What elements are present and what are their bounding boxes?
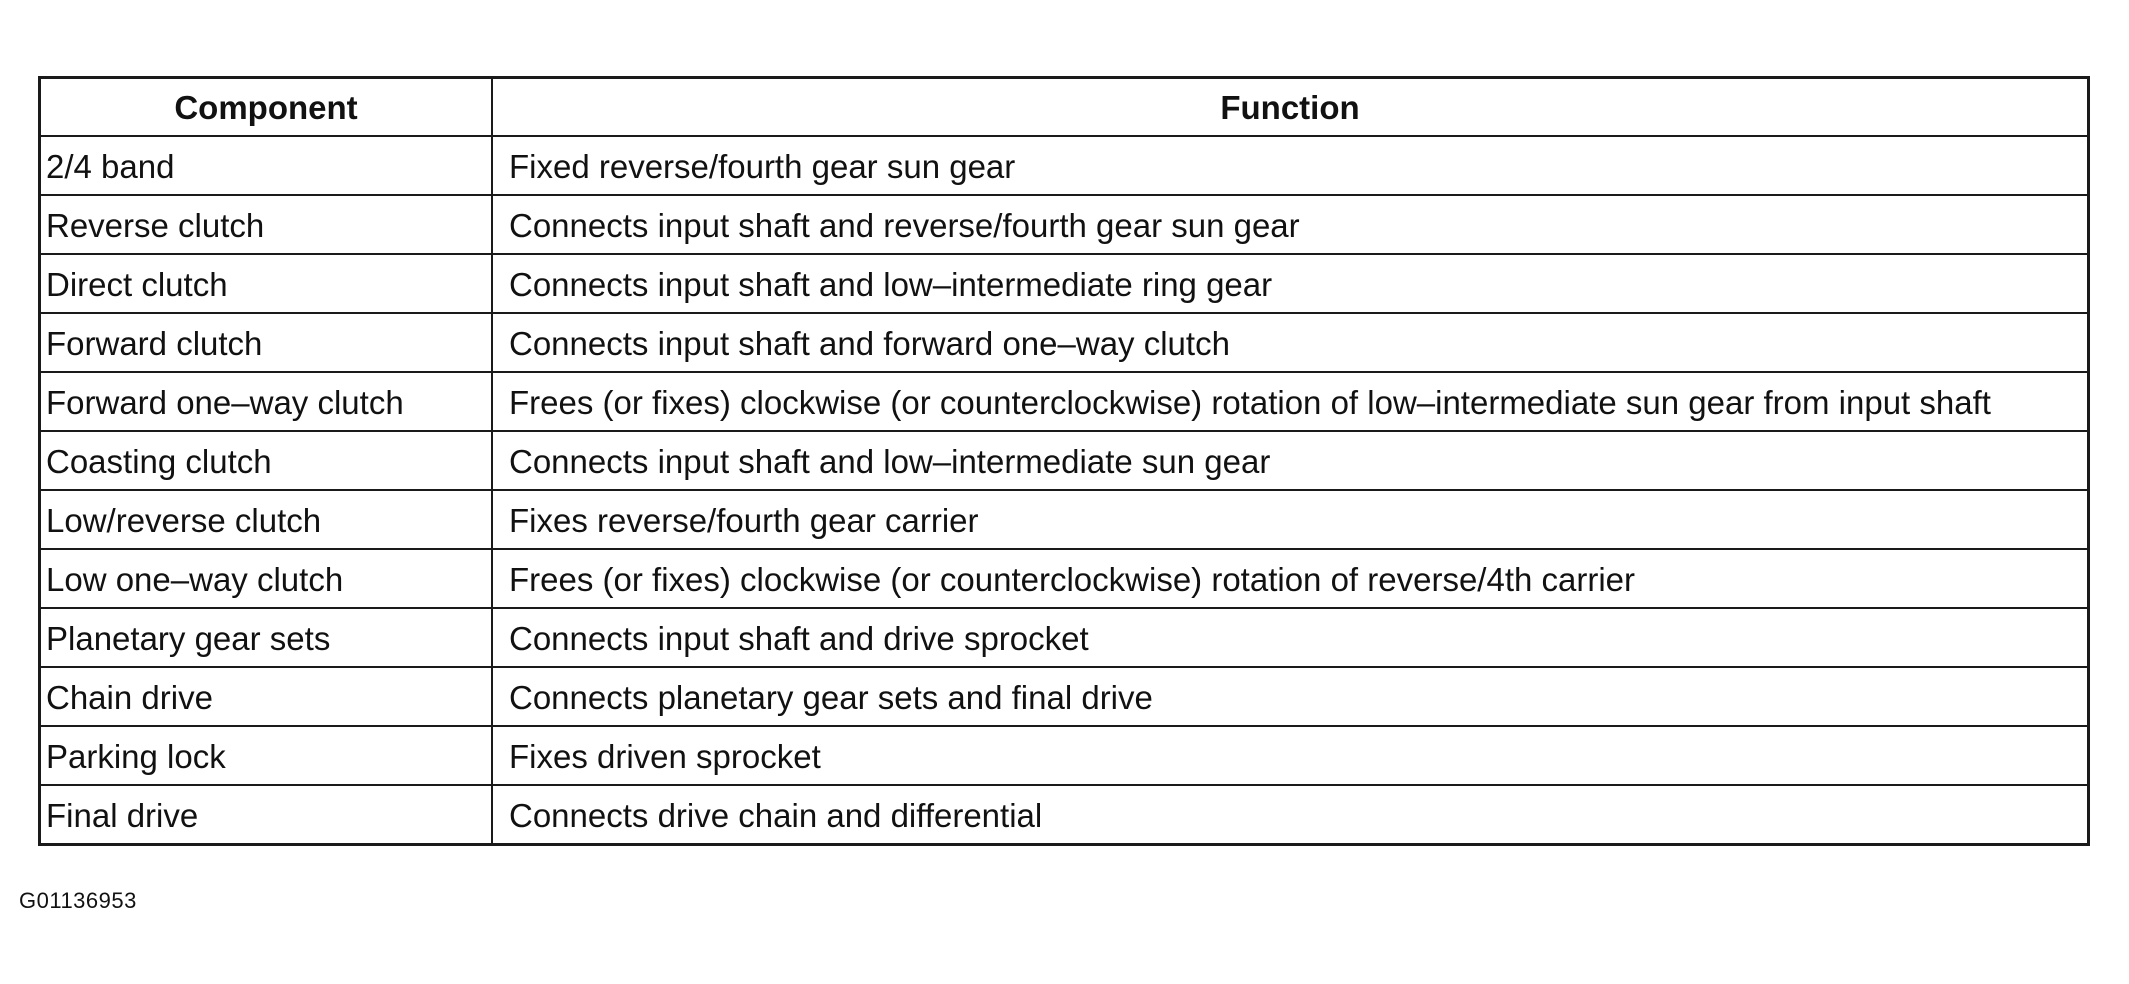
component-cell: Coasting clutch [41,431,492,490]
table-row [41,254,2087,313]
function-cell: Connects planetary gear sets and final drive [492,667,2087,726]
table-row [41,313,2087,372]
table-row [41,195,2087,254]
table-row [41,549,2087,608]
function-cell: Connects input shaft and low–intermediate ring gear [492,254,2087,313]
table-row [41,608,2087,667]
table-row [41,490,2087,549]
table [41,79,2087,843]
function-cell: Fixed reverse/fourth gear sun gear [492,136,2087,195]
function-cell: Connects input shaft and low–intermediate sun gear [492,431,2087,490]
table-row [41,726,2087,785]
function-cell: Fixes driven sprocket [492,726,2087,785]
component-function-table [38,76,2090,846]
component-cell: Chain drive [41,667,492,726]
component-cell: 2/4 band [41,136,492,195]
component-cell: Forward clutch [41,313,492,372]
component-cell: Planetary gear sets [41,608,492,667]
table-row [41,785,2087,843]
component-cell: Direct clutch [41,254,492,313]
table-row [41,431,2087,490]
column-header-component: Component [41,79,492,136]
function-cell: Connects drive chain and differential [492,785,2087,843]
component-cell: Final drive [41,785,492,843]
figure-id: G01136953 [19,888,137,913]
column-header-function: Function [492,79,2087,136]
component-cell: Low one–way clutch [41,549,492,608]
function-cell: Connects input shaft and reverse/fourth gear sun gear [492,195,2087,254]
function-cell: Frees (or fixes) clockwise (or counterclockwise) rotation of low–intermediate sun gear from input shaft [492,372,2087,431]
function-cell: Fixes reverse/fourth gear carrier [492,490,2087,549]
function-cell: Frees (or fixes) clockwise (or counterclockwise) rotation of reverse/4th carrier [492,549,2087,608]
component-cell: Forward one–way clutch [41,372,492,431]
function-cell: Connects input shaft and forward one–way clutch [492,313,2087,372]
table-row [41,136,2087,195]
table-row [41,667,2087,726]
function-cell: Connects input shaft and drive sprocket [492,608,2087,667]
component-cell: Low/reverse clutch [41,490,492,549]
table-header-row [41,79,2087,136]
component-cell: Parking lock [41,726,492,785]
component-cell: Reverse clutch [41,195,492,254]
table-row [41,372,2087,431]
